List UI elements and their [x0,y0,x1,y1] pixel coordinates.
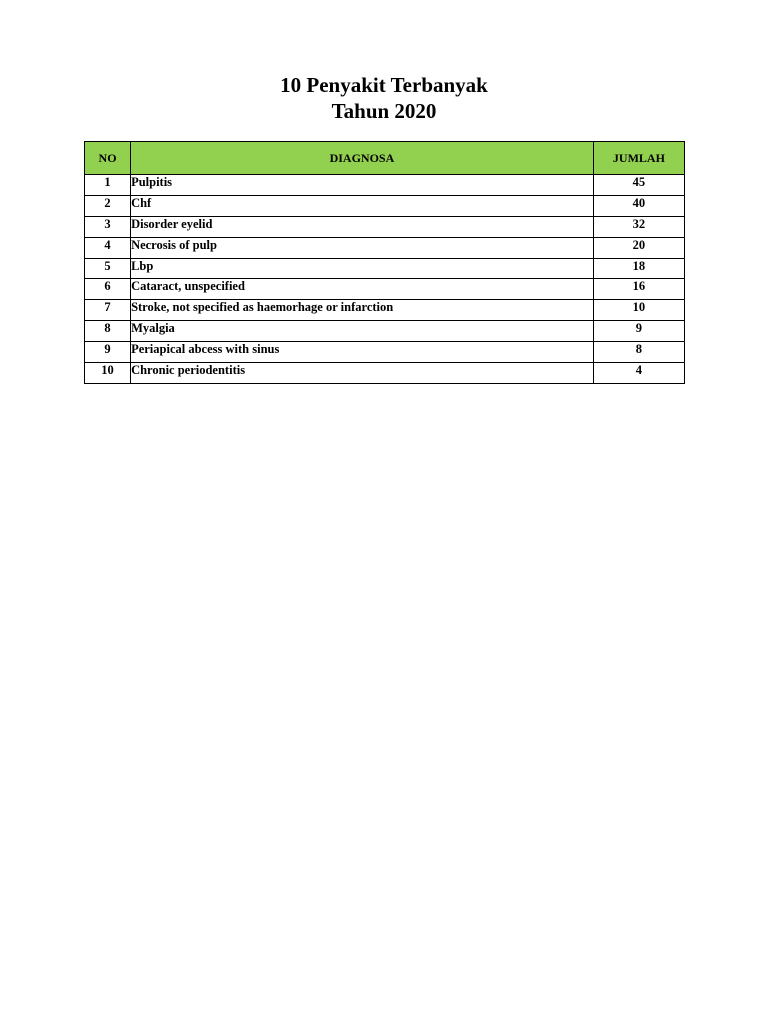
cell-diagnosa: Chronic periodentitis [131,363,594,384]
header-jumlah: JUMLAH [593,142,684,175]
cell-jumlah: 45 [593,175,684,196]
cell-diagnosa: Stroke, not specified as haemorhage or infarction [131,300,594,321]
table-row [85,279,685,300]
cell-jumlah: 20 [593,237,684,258]
table-row [85,237,685,258]
cell-jumlah: 9 [593,321,684,342]
cell-diagnosa: Lbp [131,258,594,279]
cell-jumlah: 16 [593,279,684,300]
cell-jumlah: 4 [593,363,684,384]
cell-no: 1 [85,175,131,196]
cell-diagnosa: Periapical abcess with sinus [131,342,594,363]
table-row [85,321,685,342]
cell-diagnosa: Pulpitis [131,175,594,196]
title-line-2: Tahun 2020 [331,99,437,123]
cell-diagnosa: Necrosis of pulp [131,237,594,258]
cell-no: 8 [85,321,131,342]
cell-no: 10 [85,363,131,384]
cell-no: 5 [85,258,131,279]
title-line-1: 10 Penyakit Terbanyak [280,73,488,97]
cell-no: 4 [85,237,131,258]
table-row [85,300,685,321]
header-no: NO [85,142,131,175]
cell-no: 7 [85,300,131,321]
table-row [85,258,685,279]
document-title [0,72,768,124]
cell-diagnosa: Chf [131,195,594,216]
cell-jumlah: 8 [593,342,684,363]
disease-table [84,141,685,384]
cell-jumlah: 18 [593,258,684,279]
cell-jumlah: 40 [593,195,684,216]
cell-no: 9 [85,342,131,363]
table-body [85,175,685,384]
cell-diagnosa: Cataract, unspecified [131,279,594,300]
table-row [85,363,685,384]
header-row [85,142,685,175]
cell-diagnosa: Myalgia [131,321,594,342]
table-header [85,142,685,175]
cell-jumlah: 10 [593,300,684,321]
cell-no: 2 [85,195,131,216]
cell-no: 3 [85,216,131,237]
cell-no: 6 [85,279,131,300]
table-row [85,216,685,237]
table-row [85,195,685,216]
header-diagnosa: DIAGNOSA [131,142,594,175]
table-row [85,342,685,363]
cell-jumlah: 32 [593,216,684,237]
table-row [85,175,685,196]
cell-diagnosa: Disorder eyelid [131,216,594,237]
